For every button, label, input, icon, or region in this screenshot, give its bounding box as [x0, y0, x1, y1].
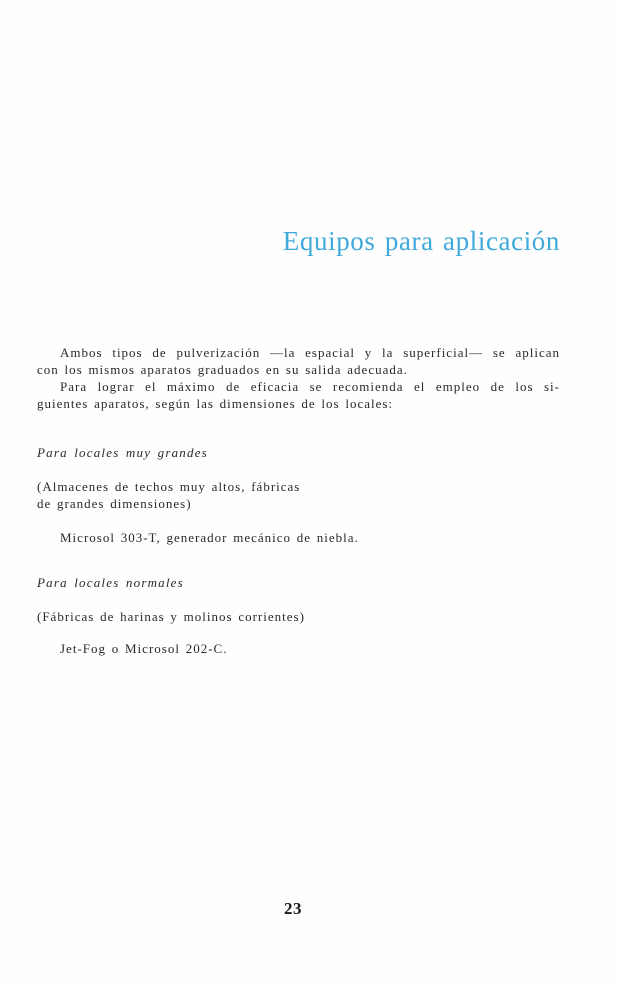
section-title: Para locales normales — [37, 575, 184, 590]
section-equipment: Microsol 303-T, generador mecánico de niebla. — [60, 530, 359, 545]
section-title: Para locales muy grandes — [37, 445, 208, 460]
intro-line: Ambos tipos de pulverización —la espacial y la superficial— se aplican — [60, 345, 560, 360]
intro-line: con los mismos aparatos graduados en su salida adecuada. — [37, 362, 408, 377]
section-description-line: (Almacenes de techos muy altos, fábricas — [37, 479, 301, 494]
section-description-line: (Fábricas de harinas y molinos corrientes) — [37, 609, 305, 624]
intro-line: guientes aparatos, según las dimensiones de los locales: — [37, 396, 394, 411]
intro-line: Para lograr el máximo de eficacia se recomienda el empleo de los si- — [60, 379, 560, 394]
page-number: 23 — [284, 899, 302, 918]
section-equipment: Jet-Fog o Microsol 202-C. — [60, 641, 228, 656]
section-description-line: de grandes dimensiones) — [37, 496, 192, 511]
chapter-heading: Equipos para aplicación — [282, 226, 560, 256]
